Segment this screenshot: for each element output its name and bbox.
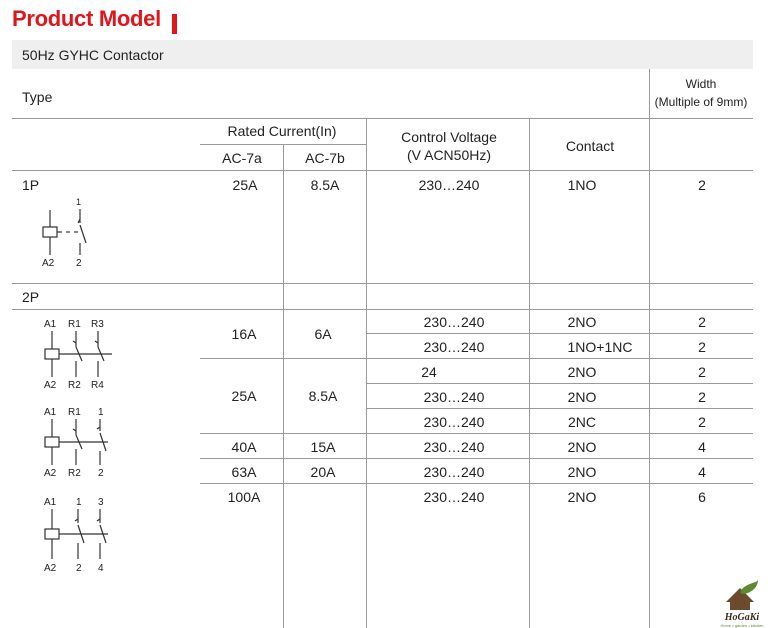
section-label-1p: 1P: [22, 177, 40, 193]
row-1-voltage: 230…240: [423, 314, 485, 330]
diag-1p-terminal-a2: A2: [42, 258, 55, 269]
row-8-width: 6: [698, 489, 706, 505]
cell-1p-width: 2: [698, 177, 706, 193]
row-1-contact: 2NO: [567, 314, 597, 330]
subtitle: 50Hz GYHC Contactor: [22, 47, 164, 63]
row-7-width: 4: [698, 464, 706, 480]
diag-2p-m-1: 1: [98, 407, 104, 418]
diag-2p-n-a2: A2: [44, 563, 57, 574]
control-voltage-header-line1: Control Voltage: [401, 129, 497, 145]
row-4-width: 2: [698, 389, 706, 405]
wiring-diagram-1p: [30, 195, 100, 270]
diag-2p-r-a1: A1: [44, 319, 57, 330]
page-title: Product Model: [12, 6, 161, 31]
wiring-diagram-2p-r: [40, 317, 120, 392]
diag-2p-r-r3: R3: [91, 319, 104, 330]
group-16a-ac7b: 6A: [314, 326, 332, 342]
cell-1p-ac7a: 25A: [232, 177, 258, 193]
group-25a-ac7a: 25A: [231, 388, 257, 404]
row-3-voltage: 24: [421, 364, 437, 380]
diag-2p-r-r4: R4: [91, 380, 104, 391]
row-2-width: 2: [698, 339, 706, 355]
diag-2p-n-1: 1: [76, 497, 82, 508]
diag-2p-n-a1: A1: [44, 497, 57, 508]
ac7a-header: AC-7a: [222, 150, 262, 166]
logo-text: HoGaKi: [724, 612, 760, 623]
row-2-voltage: 230…240: [423, 339, 485, 355]
cell-1p-contact: 1NO: [567, 177, 597, 193]
group-16a-ac7a: 16A: [231, 326, 257, 342]
row-8-contact: 2NO: [567, 489, 597, 505]
row-4-voltage: 230…240: [423, 389, 485, 405]
contact-header: Contact: [565, 138, 615, 154]
row-1-width: 2: [698, 314, 706, 330]
diag-2p-r-a2: A2: [44, 380, 57, 391]
group-25a-ac7b: 8.5A: [308, 388, 338, 404]
group-63a-ac7b: 20A: [310, 464, 336, 480]
diag-2p-r-r2: R2: [68, 380, 81, 391]
diag-1p-terminal-2: 2: [76, 258, 82, 269]
diag-1p-terminal-1: 1: [76, 197, 82, 207]
row-3-width: 2: [698, 364, 706, 380]
row-8-voltage: 230…240: [423, 489, 485, 505]
group-63a-ac7a: 63A: [231, 464, 257, 480]
row-6-width: 4: [698, 439, 706, 455]
section-label-2p: 2P: [22, 289, 40, 305]
wiring-diagram-2p-no: [40, 495, 120, 575]
diag-2p-m-r1: R1: [68, 407, 81, 418]
diag-2p-m-2: 2: [98, 468, 104, 479]
row-5-contact: 2NC: [567, 414, 597, 430]
row-7-voltage: 230…240: [423, 464, 485, 480]
diag-2p-n-2: 2: [76, 563, 82, 574]
diag-2p-r-r1: R1: [68, 319, 81, 330]
diag-2p-m-a2: A2: [44, 468, 57, 479]
group-40a-ac7b: 15A: [310, 439, 336, 455]
diag-2p-n-4: 4: [98, 563, 104, 574]
row-4-contact: 2NO: [567, 389, 597, 405]
width-header-line1: Width: [685, 77, 717, 91]
cell-1p-ac7b: 8.5A: [310, 177, 340, 193]
ac7b-header: AC-7b: [305, 150, 345, 166]
logo-tagline: Home • garden • kitchen: [720, 623, 764, 628]
row-3-contact: 2NO: [567, 364, 597, 380]
row-6-voltage: 230…240: [423, 439, 485, 455]
cell-1p-voltage: 230…240: [418, 177, 480, 193]
group-100a-ac7a: 100A: [227, 489, 261, 505]
width-header-line2: (Multiple of 9mm): [654, 95, 748, 109]
row-2-contact: 1NO+1NC: [567, 339, 633, 355]
row-6-contact: 2NO: [567, 439, 597, 455]
diag-2p-m-a1: A1: [44, 407, 57, 418]
hogaki-logo: [712, 578, 772, 628]
control-voltage-header-line2: (V ACN50Hz): [406, 147, 492, 163]
diag-2p-m-r2: R2: [68, 468, 81, 479]
row-7-contact: 2NO: [567, 464, 597, 480]
wiring-diagram-2p-mixed: [40, 405, 120, 480]
diag-2p-n-3: 3: [98, 497, 104, 508]
row-5-voltage: 230…240: [423, 414, 485, 430]
type-header: Type: [22, 89, 53, 105]
group-40a-ac7a: 40A: [231, 439, 257, 455]
rated-current-header: Rated Current(In): [227, 123, 337, 139]
row-5-width: 2: [698, 414, 706, 430]
